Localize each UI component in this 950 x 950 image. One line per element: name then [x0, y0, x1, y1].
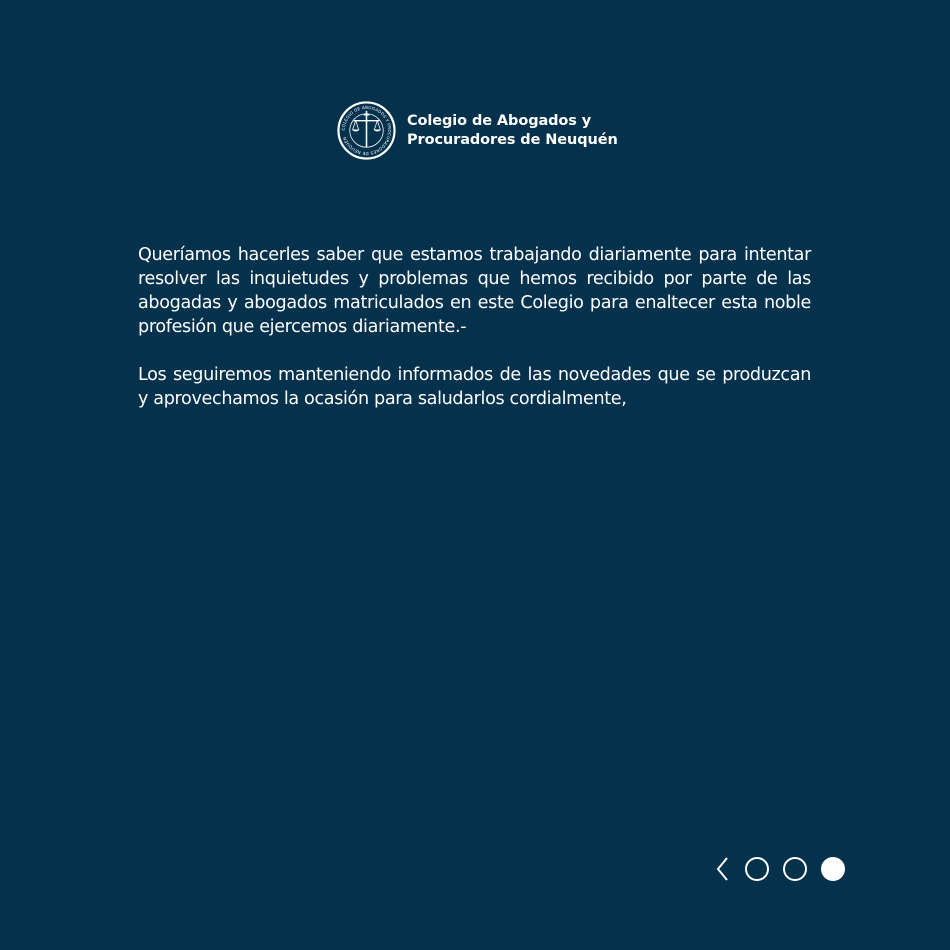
message-body — [138, 243, 811, 435]
seal-text: COLEGIO DE ABOGADOS Y PROCURADORES DE NEUQUÉN — [340, 104, 393, 157]
message-paragraph: Queríamos hacerles saber que estamos trabajando diariamente para intentar resolver las inquietudes y problemas que hemos recibido por parte de las abogadas y abogados matriculados en este Colegio para enaltecer esta noble profesión que ejercemos diariamente.- — [138, 245, 811, 337]
header — [337, 101, 618, 160]
message-paragraph: Los seguiremos manteniendo informados de las novedades que se produzcan y aprovechamos la ocasión para saludarlos cordialmente, — [138, 365, 811, 409]
previous-arrow-icon[interactable] — [715, 855, 731, 883]
organization-name-line2: Procuradores de Neuquén — [407, 131, 618, 148]
pager-dot-2[interactable] — [783, 857, 807, 881]
pager-dot-1[interactable] — [745, 857, 769, 881]
organization-name — [407, 112, 618, 150]
slide-pager — [715, 855, 845, 883]
seal-logo-icon — [337, 101, 396, 160]
pager-dot-3-active[interactable] — [821, 857, 845, 881]
organization-name-line1: Colegio de Abogados y — [407, 112, 592, 129]
